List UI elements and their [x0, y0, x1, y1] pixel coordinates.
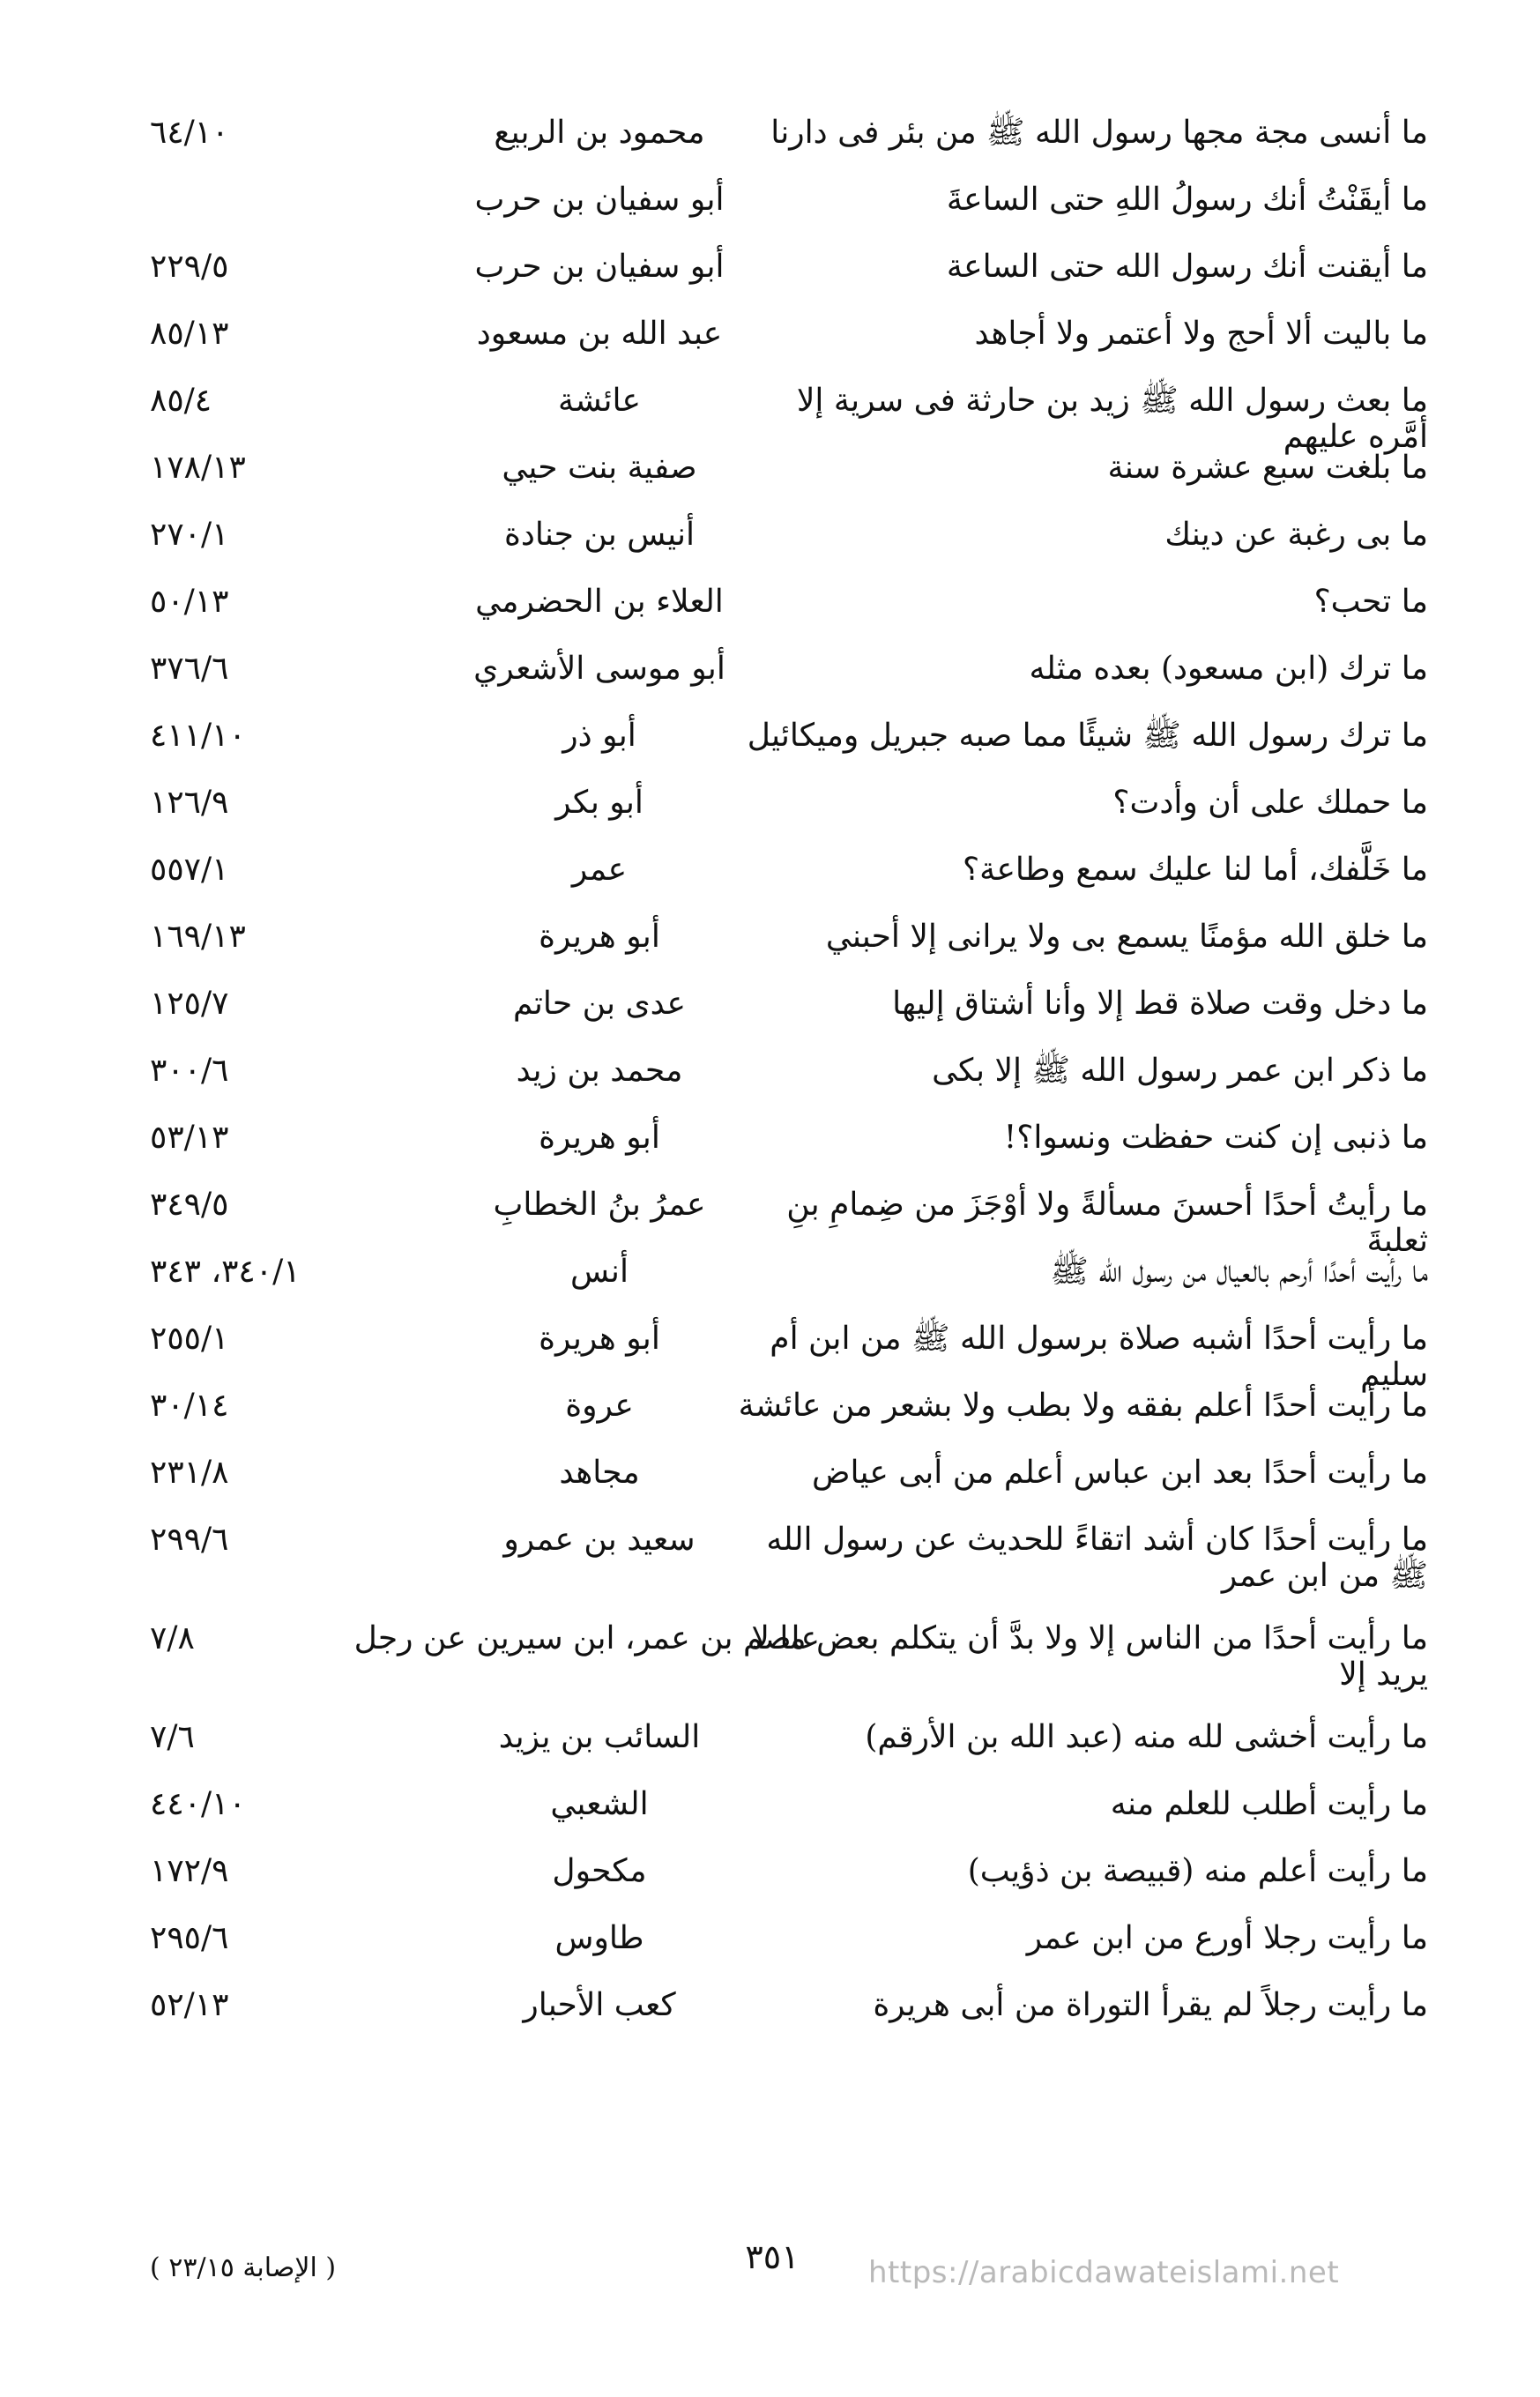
hadith-text: ما رأيت أحدًا بعد ابن عباس أعلم من أبى عياض [811, 1455, 1428, 1491]
volume-page-reference: ٢٥٥/١ [150, 1321, 229, 1357]
index-row [150, 115, 1428, 182]
narrator-name: عروة [565, 1388, 634, 1424]
volume-page-reference: ٥٢/١٣ [150, 1987, 229, 2023]
index-row [150, 919, 1428, 986]
footer-source-reference: ( الإصابة ٢٣/١٥ ) [150, 2252, 337, 2283]
narrator-name: أبو سفيان بن حرب [474, 182, 725, 218]
hadith-text: ما ذكر ابن عمر رسول الله ﷺ إلا بكى [932, 1053, 1428, 1089]
index-row [150, 1321, 1428, 1394]
hadith-text: ما رأيت أحدًا من الناس إلا ولا بدَّ أن يتكلم بعض ما لا يريد إلا [751, 1620, 1428, 1694]
volume-page-reference: ٥٥٧/١ [150, 852, 229, 888]
index-row [150, 316, 1428, 383]
volume-page-reference: ١٧٨/١٣ [150, 450, 246, 486]
hadith-text: ما رأيت رجلا أورع من ابن عمر [1026, 1920, 1428, 1956]
narrator-name: عبد الله بن مسعود [476, 316, 723, 352]
hadith-text: ما ترك رسول الله ﷺ شيئًا مما صبه جبريل وميكائيل [747, 718, 1428, 754]
index-row [150, 1120, 1428, 1187]
hadith-text: ما رأيت رجلاً لم يقرأ التوراة من أبى هريرة [873, 1987, 1428, 2023]
hadith-text: ما أنسى مجة مجها رسول الله ﷺ من بئر فى دارنا [770, 115, 1428, 151]
index-row [150, 1620, 1428, 1719]
narrator-name: أبو ذر [562, 718, 636, 754]
hadith-text: ما رأيت أحدًا أشبه صلاة برسول الله ﷺ من ابن أم سليم [770, 1321, 1428, 1394]
hadith-text: ما رأيت أخشى لله منه (عبد الله بن الأرقم) [865, 1719, 1428, 1755]
volume-page-reference: ٢٩٥/٦ [150, 1920, 229, 1956]
narrator-name: العلاء بن الحضرمي [475, 584, 724, 620]
narrator-name: الشعبي [550, 1786, 649, 1822]
narrator-name: أبو سفيان بن حرب [474, 249, 725, 285]
hadith-text: ما رأيت أحدًا كان أشد اتقاءً للحديث عن رسول الله ﷺ من ابن عمر [766, 1522, 1428, 1595]
narrator-name: أبو هريرة [539, 919, 660, 955]
volume-page-reference: ٢٢٩/٥ [150, 249, 229, 285]
narrator-name: طاوس [554, 1920, 644, 1956]
volume-page-reference: ٦٤/١٠ [150, 115, 229, 151]
volume-page-reference: ٨٥/٤ [150, 383, 212, 419]
narrator-name: أنس [570, 1254, 629, 1290]
hadith-text: ما رأيت أعلم منه (قبيصة بن ذؤيب) [967, 1853, 1428, 1889]
volume-page-reference: ٥٣/١٣ [150, 1120, 229, 1156]
volume-page-reference: ٢٣١/٨ [150, 1455, 229, 1491]
volume-page-reference: ٥٠/١٣ [150, 584, 229, 620]
narrator-name: محمد بن زيد [516, 1053, 683, 1089]
hadith-text: ما خَلَّفك، أما لنا عليك سمع وطاعة؟ [963, 852, 1428, 888]
hadith-text: ما بعث رسول الله ﷺ زيد بن حارثة فى سرية إلا أمَّره عليهم [796, 383, 1428, 456]
narrator-name: السائب بن يزيد [498, 1719, 701, 1755]
index-row [150, 986, 1428, 1053]
volume-page-reference: ١٧٢/٩ [150, 1853, 229, 1889]
narrator-name: عدى بن حاتم [512, 986, 687, 1022]
volume-page-reference: ٣٤٠/١، ٣٤٣ [150, 1254, 301, 1290]
narrator-name: أبو موسى الأشعري [473, 651, 725, 687]
hadith-text: ما بلغت سبع عشرة سنة [1107, 450, 1428, 486]
index-row [150, 1853, 1428, 1920]
hadith-text: ما تحب؟ [1313, 584, 1428, 620]
hadith-text: ما رأيت أحدًا أعلم بفقه ولا بطب ولا بشعر من عائشة [738, 1388, 1428, 1424]
narrator-name: أبو هريرة [539, 1321, 660, 1357]
volume-page-reference: ٤١١/١٠ [150, 718, 246, 754]
volume-page-reference: ٤٤٠/١٠ [150, 1786, 246, 1822]
index-row [150, 450, 1428, 517]
narrator-name: أبو بكر [555, 785, 644, 821]
index-row [150, 517, 1428, 584]
volume-page-reference: ٣٧٦/٦ [150, 651, 229, 687]
index-row [150, 383, 1428, 456]
index-row [150, 1987, 1428, 2054]
hadith-text: ما أيقنت أنك رسول الله حتى الساعة [946, 249, 1428, 285]
hadith-text: ما حملك على أن وأدت؟ [1112, 785, 1428, 821]
index-row [150, 718, 1428, 785]
volume-page-reference: ٣٠/١٤ [150, 1388, 229, 1424]
hadith-text: ما باليت ألا أحج ولا أعتمر ولا أجاهد [974, 316, 1428, 352]
index-row [150, 584, 1428, 651]
narrator-name: مجاهد [559, 1455, 640, 1491]
hadith-text: ما خلق الله مؤمنًا يسمع بى ولا يرانى إلا أحبني [825, 919, 1428, 955]
hadith-text: ما رأيت أطلب للعلم منه [1110, 1786, 1428, 1822]
narrator-name: أنيس بن جنادة [503, 517, 696, 553]
page-number: ٣٥١ [745, 2237, 800, 2276]
hadith-text: ما دخل وقت صلاة قط إلا وأنا أشتاق إليها [892, 986, 1428, 1022]
index-row [150, 1920, 1428, 1987]
narrator-name: محمود بن الربيع [494, 115, 705, 151]
volume-page-reference: ١٢٦/٩ [150, 785, 229, 821]
narrator-name: عائشة [558, 383, 641, 419]
narrator-name: كعب الأحبار [523, 1987, 676, 2023]
index-row [150, 651, 1428, 718]
volume-page-reference: ٣٤٩/٥ [150, 1187, 229, 1223]
narrator-name: مكحول [552, 1853, 647, 1889]
index-row [150, 182, 1428, 249]
volume-page-reference: ٢٧٠/١ [150, 517, 229, 553]
volume-page-reference: ١٢٥/٧ [150, 986, 229, 1022]
index-row [150, 852, 1428, 919]
index-row [150, 1254, 1428, 1321]
hadith-text: ما ترك (ابن مسعود) بعده مثله [1029, 651, 1428, 687]
volume-page-reference: ٧/٨ [150, 1620, 195, 1656]
narrator-name: صفية بنت حيي [502, 450, 697, 486]
index-row [150, 1522, 1428, 1620]
hadith-text: ما رأيت أحدًا أرحم بالعيال من رسول الله ﷺ [1050, 1254, 1428, 1290]
volume-page-reference: ٨٥/١٣ [150, 316, 229, 352]
volume-page-reference: ٣٠٠/٦ [150, 1053, 229, 1089]
volume-page-reference: ١٦٩/١٣ [150, 919, 246, 955]
index-row [150, 1053, 1428, 1120]
narrator-name: عمر [571, 852, 628, 888]
index-row [150, 1719, 1428, 1786]
hadith-text: ما ذنبى إن كنت حفظت ونسوا؟! [1003, 1120, 1428, 1156]
watermark-url: https://arabicdawateislami.net [868, 2255, 1340, 2290]
narrator-name: عاصم بن عمر، ابن سيرين عن رجل [353, 1620, 820, 1656]
index-row [150, 1388, 1428, 1455]
index-row [150, 1786, 1428, 1853]
volume-page-reference: ٧/٦ [150, 1719, 195, 1755]
narrator-name: أبو هريرة [539, 1120, 660, 1156]
hadith-index-table [150, 115, 1428, 2054]
narrator-name: عمرُ بنُ الخطابِ [493, 1187, 706, 1223]
index-row [150, 1187, 1428, 1260]
index-row [150, 249, 1428, 316]
index-row [150, 1455, 1428, 1522]
hadith-text: ما بى رغبة عن دينك [1164, 517, 1428, 553]
narrator-name: سعيد بن عمرو [503, 1522, 696, 1558]
index-row [150, 785, 1428, 852]
hadith-text: ما أيقَنْتُ أنك رسولُ اللهِ حتى الساعةَ [946, 182, 1428, 218]
volume-page-reference: ٢٩٩/٦ [150, 1522, 229, 1558]
hadith-text: ما رأيتُ أحدًا أحسنَ مسألةً ولا أوْجَزَ من ضِمامِ بنِ ثعلبةَ [786, 1187, 1428, 1260]
